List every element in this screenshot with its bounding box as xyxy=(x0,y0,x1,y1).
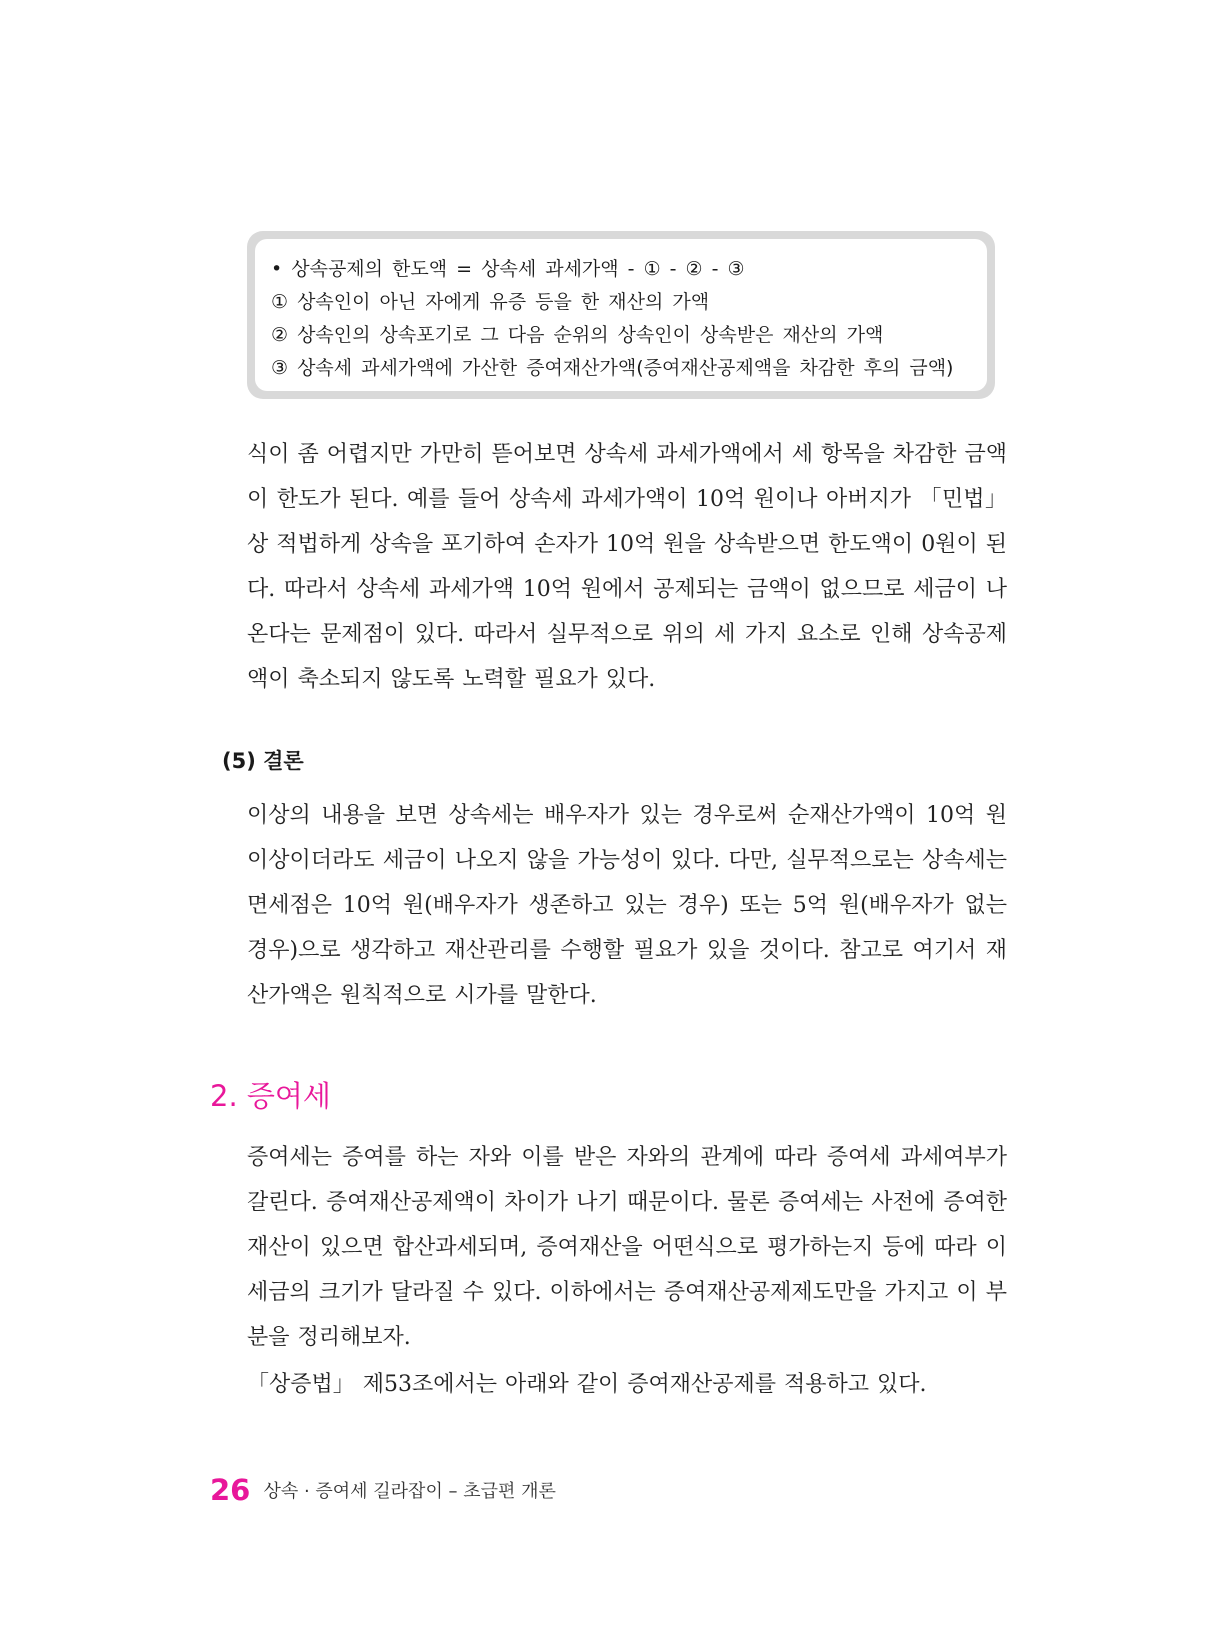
paragraph: 식이 좀 어렵지만 가만히 뜯어보면 상속세 과세가액에서 세 항목을 차감한 금액이 한도가 된다. 예를 들어 상속세 과세가액이 10억 원이나 아버지가 「민법」상 적법하게 상속을 포기하여 손자가 10억 원을 상속받으면 한도액이 0원이 된다. 따라서 상속세 과세가액 10억 원에서 공제되는 금액이 없으므로 세금이 나온다는 문제점이 있다. 따라서 실무적으로 위의 세 가지 요소로 인해 상속공제액이 축소되지 않도록 노력할 필요가 있다. xyxy=(247,442,1007,692)
formula-box xyxy=(247,231,995,399)
formula-line: ② 상속인의 상속포기로 그 다음 순위의 상속인이 상속받은 재산의 가액 xyxy=(271,324,884,346)
formula-line: • 상속공제의 한도액 = 상속세 과세가액 - ① - ② - ③ xyxy=(271,258,745,280)
page-number: 26 xyxy=(210,1473,251,1507)
subheading-conclusion: (5) 결론 xyxy=(222,749,304,773)
formula-content xyxy=(255,239,987,391)
paragraph: 증여세는 증여를 하는 자와 이를 받은 자와의 관계에 따라 증여세 과세여부가 갈린다. 증여재산공제액이 차이가 나기 때문이다. 물론 증여세는 사전에 증여한 재산이 있으면 합산과세되며, 증여재산을 어떤식으로 평가하는지 등에 따라 이 세금의 크기가 달라질 수 있다. 이하에서는 증여재산공제제도만을 가지고 이 부분을 정리해보자. xyxy=(247,1145,1007,1350)
formula-line: ① 상속인이 아닌 자에게 유증 등을 한 재산의 가액 xyxy=(271,291,710,313)
book-title: 상속 · 증여세 길라잡이 – 초급편 개론 xyxy=(263,1481,556,1502)
formula-line: ③ 상속세 과세가액에 가산한 증여재산가액(증여재산공제액을 차감한 후의 금액) xyxy=(271,357,954,379)
paragraph: 「상증법」 제53조에서는 아래와 같이 증여재산공제를 적용하고 있다. xyxy=(247,1372,927,1397)
page-footer xyxy=(210,1473,556,1507)
paragraph: 이상의 내용을 보면 상속세는 배우자가 있는 경우로써 순재산가액이 10억 원 이상이더라도 세금이 나오지 않을 가능성이 있다. 다만, 실무적으로는 상속세는 면세점은 10억 원(배우자가 생존하고 있는 경우) 또는 5억 원(배우자가 없는 경우)으로 생각하고 재산관리를 수행할 필요가 있을 것이다. 참고로 여기서 재산가액은 원칙적으로 시가를 말한다. xyxy=(247,803,1007,1008)
section-title: 2. 증여세 xyxy=(210,1079,331,1113)
